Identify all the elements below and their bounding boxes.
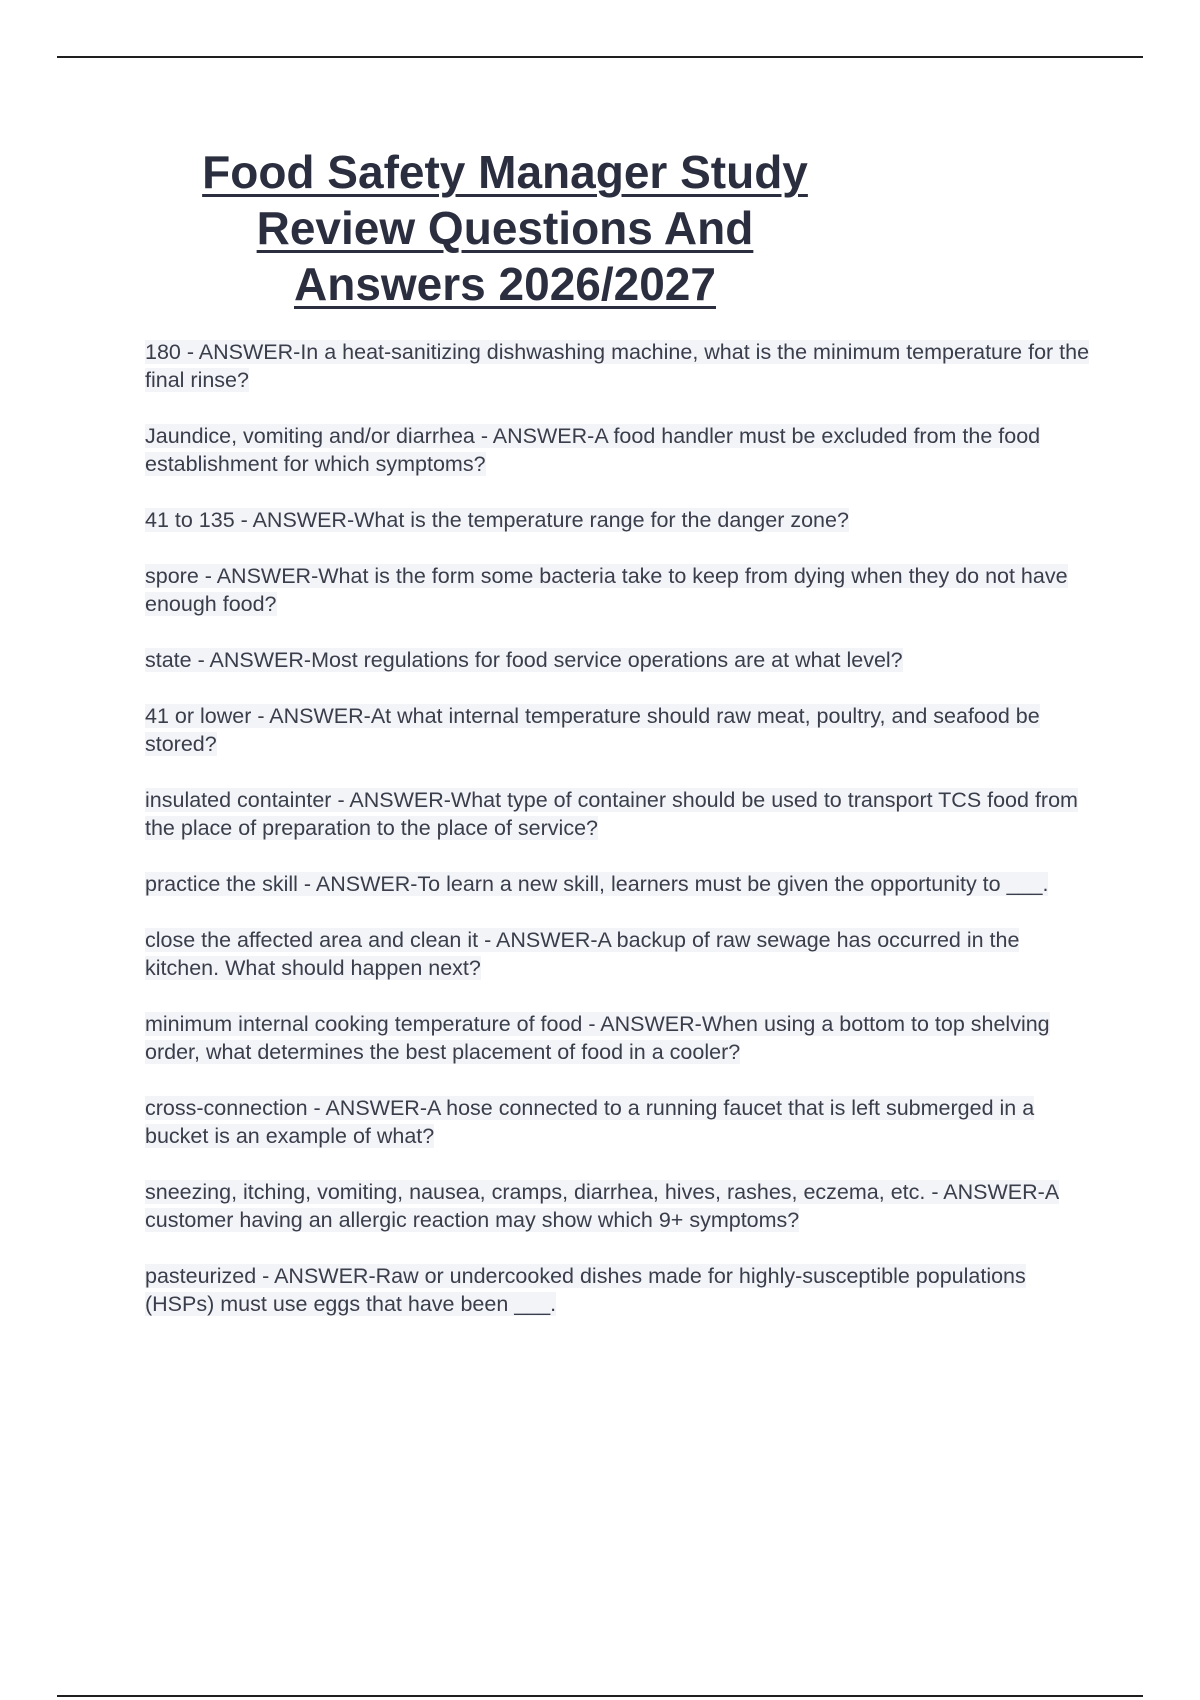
document-title [145, 144, 865, 312]
answer-separator: - ANSWER- [474, 424, 595, 448]
qa-item [145, 1094, 1095, 1150]
answer-separator: - ANSWER- [234, 508, 355, 532]
answer-text: 41 or lower [145, 704, 252, 728]
question-text: In a heat-sanitizing dishwashing machine, what is the minimum temperature for the final rinse? [145, 340, 1090, 392]
qa-item [145, 338, 1095, 394]
answer-separator: - ANSWER- [582, 1012, 702, 1036]
answer-separator: - ANSWER- [191, 648, 312, 672]
question-text: Most regulations for food service operations are at what level? [311, 648, 903, 672]
answer-separator: - ANSWER- [180, 340, 301, 364]
qa-item [145, 870, 1095, 898]
question-text: At what internal temperature should raw meat, poultry, and seafood be stored? [145, 704, 1040, 756]
question-text: A hose connected to a running faucet that is left submerged in a bucket is an example of what? [145, 1096, 1035, 1148]
answer-text: close the affected area and clean it [145, 928, 479, 952]
title-line: Review Questions And [256, 202, 754, 254]
answer-text: pasteurized [145, 1264, 257, 1288]
qa-list [145, 338, 1095, 1346]
question-text: What is the form some bacteria take to keep from dying when they do not have enough food? [145, 564, 1068, 616]
answer-text: spore [145, 564, 199, 588]
qa-item [145, 1010, 1095, 1066]
qa-item [145, 1178, 1095, 1234]
answer-separator: - ANSWER- [198, 564, 319, 588]
qa-item [145, 422, 1095, 478]
title-line: Answers 2026/2027 [294, 258, 716, 310]
title-line: Food Safety Manager Study [202, 146, 808, 198]
question-text: A food handler must be excluded from the food establishment for which symptoms? [145, 424, 1041, 476]
answer-text: state [145, 648, 192, 672]
answer-separator: - ANSWER- [297, 872, 418, 896]
bottom-rule [57, 1695, 1143, 1697]
answer-text: Jaundice, vomiting and/or diarrhea [145, 424, 475, 448]
qa-item [145, 926, 1095, 982]
answer-text: practice the skill [145, 872, 298, 896]
qa-item [145, 562, 1095, 618]
question-text: A backup of raw sewage has occurred in the kitchen. What should happen next? [145, 928, 1020, 980]
answer-text: insulated containter [145, 788, 332, 812]
answer-text: minimum internal cooking temperature of food [145, 1012, 583, 1036]
qa-item [145, 506, 1095, 534]
qa-item [145, 1262, 1095, 1318]
question-text: What type of container should be used to transport TCS food from the place of preparation to the place of service? [145, 788, 1078, 840]
answer-text: cross-connection [145, 1096, 308, 1120]
question-text: When using a bottom to top shelving order, what determines the best placement of food in a cooler? [145, 1012, 1050, 1064]
answer-separator: - ANSWER- [251, 704, 371, 728]
answer-text: sneezing, itching, vomiting, nausea, cramps, diarrhea, hives, rashes, eczema, etc. [145, 1180, 926, 1204]
question-text: A customer having an allergic reaction may show which 9+ symptoms? [145, 1180, 1060, 1232]
answer-separator: - ANSWER- [925, 1180, 1045, 1204]
question-text: What is the temperature range for the danger zone? [354, 508, 849, 532]
answer-text: 180 [145, 340, 181, 364]
answer-separator: - ANSWER- [256, 1264, 376, 1288]
qa-item [145, 702, 1095, 758]
qa-item [145, 646, 1095, 674]
top-rule [57, 56, 1143, 58]
qa-item [145, 786, 1095, 842]
question-text: To learn a new skill, learners must be given the opportunity to ___. [417, 872, 1049, 896]
answer-separator: - ANSWER- [478, 928, 598, 952]
answer-separator: - ANSWER- [331, 788, 451, 812]
answer-separator: - ANSWER- [307, 1096, 427, 1120]
answer-text: 41 to 135 [145, 508, 235, 532]
question-text: Raw or undercooked dishes made for highly-susceptible populations (HSPs) must use eggs that have been ___. [145, 1264, 1026, 1316]
